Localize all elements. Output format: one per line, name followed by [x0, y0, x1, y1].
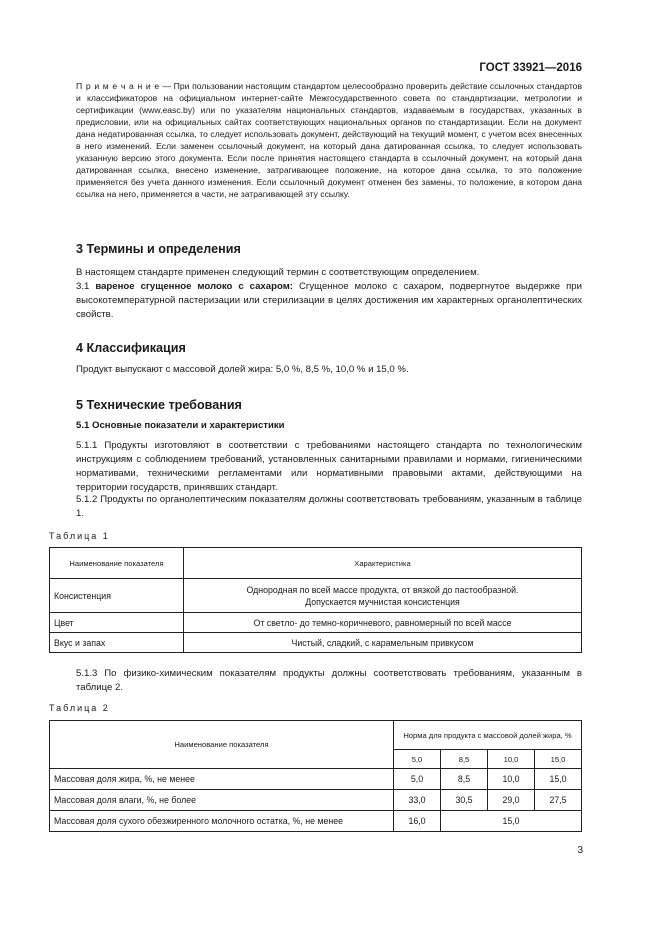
table-2-cell: 10,0 — [488, 769, 535, 790]
table-1-line: Однородная по всей массе продукта, от вязкой до пастообразной. — [246, 584, 519, 595]
table-2-cell: Массовая доля влаги, %, не более — [50, 790, 394, 811]
table-2-cell: 27,5 — [535, 790, 582, 811]
table-2-cell: 33,0 — [394, 790, 441, 811]
table-2-header-norm: Норма для продукта с массовой долей жира, % — [394, 721, 582, 750]
table-row — [50, 633, 582, 653]
table-row — [50, 613, 582, 633]
table-1-cell: Вкус и запах — [50, 633, 184, 653]
table-1-cell: Консистенция — [50, 579, 184, 613]
note-paragraph — [76, 80, 582, 200]
table-2 — [49, 720, 582, 832]
term-text: Сгущенное молоко с сахаром, подвергнутое выдержке при высокотемпературной пастеризации или стерилизации в целях достижения им характерных органолептических свойств. — [76, 281, 582, 320]
table-1-header-name: Наименование показателя — [50, 548, 184, 579]
term-number: 3.1 — [76, 281, 96, 292]
table-1-header-characteristic: Характеристика — [184, 548, 582, 579]
paragraph-5-1-3: 5.1.3 По физико-химическим показателям продукты должны соответствовать требованиям, указанным в таблице 2. — [76, 668, 582, 693]
table-row — [50, 811, 582, 832]
table-2-caption: Таблица 2 — [49, 703, 110, 713]
section-3-intro: В настоящем стандарте применен следующий термин с соответствующим определением. — [76, 267, 480, 278]
section-3-title: 3 Термины и определения — [76, 242, 241, 256]
table-2-cell: 15,0 — [535, 769, 582, 790]
note-label: П р и м е ч а н и е — [76, 81, 160, 91]
table-row — [50, 790, 582, 811]
fat-level-header: 15,0 — [535, 750, 582, 769]
term-name: вареное сгущенное молоко с сахаром: — [95, 281, 293, 292]
fat-level-header: 8,5 — [441, 750, 488, 769]
table-2-cell: 29,0 — [488, 790, 535, 811]
table-1-cell: От светло- до темно-коричневого, равномерный по всей массе — [184, 613, 582, 633]
table-2-cell: 8,5 — [441, 769, 488, 790]
subsection-5-1-title: 5.1 Основные показатели и характеристики — [76, 420, 285, 431]
table-2-cell: 30,5 — [441, 790, 488, 811]
table-1 — [49, 547, 582, 653]
paragraph-5-1-1: 5.1.1 Продукты изготовляют в соответствии с требованиями настоящего стандарта по технологическим инструкциям с соблюдением требований, установленных санитарными правилами и нормами, гигиеническими нормативами, техническими регламентами или нормативными правовыми актами, действующими на территории государств, принявших стандарт. — [76, 440, 582, 493]
section-5-title: 5 Технические требования — [76, 398, 242, 412]
standard-number: ГОСТ 33921—2016 — [479, 62, 582, 74]
table-1-cell — [184, 579, 582, 613]
fat-level-header: 10,0 — [488, 750, 535, 769]
table-2-cell: Массовая доля жира, %, не менее — [50, 769, 394, 790]
term-definition — [76, 280, 582, 322]
note-text: — При пользовании настоящим стандартом целесообразно проверить действие ссылочных стандартов и классификаторов на официальном интернет-сайте Межгосударственного совета по стандартизации, метрологии и сертификации (www.easc.by) или по указателям национальных стандартов, издаваемым в государствах, указанных в предисловии, или на официальных сайтах соответствующих национальных органов по стандартизации. Если на документ дана недатированная ссылка, то следует использовать документ, действующий на текущий момент, с учетом всех внесенных в него изменений. Если заменен ссылочный документ, на который дана датированная ссылка, то следует использовать указанную версию этого документа. Если после принятия настоящего стандарта в ссылочный документ, на который дана датированная ссылка, внесено изменение, затрагивающее положение, на которое дана ссылка, то это положение применяется без учета данного изменения. Если ссылочный документ отменен без замены, то положение, в котором дана ссылка на него, применяется в части, не затрагивающей эту ссылку. — [76, 81, 583, 199]
table-2-cell: Массовая доля сухого обезжиренного молочного остатка, %, не менее — [50, 811, 394, 832]
table-2-cell: 16,0 — [394, 811, 441, 832]
table-2-cell: 5,0 — [394, 769, 441, 790]
table-1-cell: Чистый, сладкий, с карамельным привкусом — [184, 633, 582, 653]
table-1-cell: Цвет — [50, 613, 184, 633]
page-number: 3 — [577, 845, 583, 856]
table-row — [50, 769, 582, 790]
section-4-text: Продукт выпускают с массовой долей жира: 5,0 %, 8,5 %, 10,0 % и 15,0 %. — [76, 364, 409, 375]
fat-level-header: 5,0 — [394, 750, 441, 769]
table-row — [50, 579, 582, 613]
table-1-caption: Таблица 1 — [49, 531, 110, 541]
table-2-cell: 15,0 — [441, 811, 582, 832]
section-4-title: 4 Классификация — [76, 341, 186, 355]
paragraph-5-1-2: 5.1.2 Продукты по органолептическим показателям должны соответствовать требованиям, указанным в таблице 1. — [76, 494, 582, 519]
table-2-header-name: Наименование показателя — [50, 721, 394, 769]
table-1-line: Допускается мучнистая консистенция — [305, 596, 460, 607]
